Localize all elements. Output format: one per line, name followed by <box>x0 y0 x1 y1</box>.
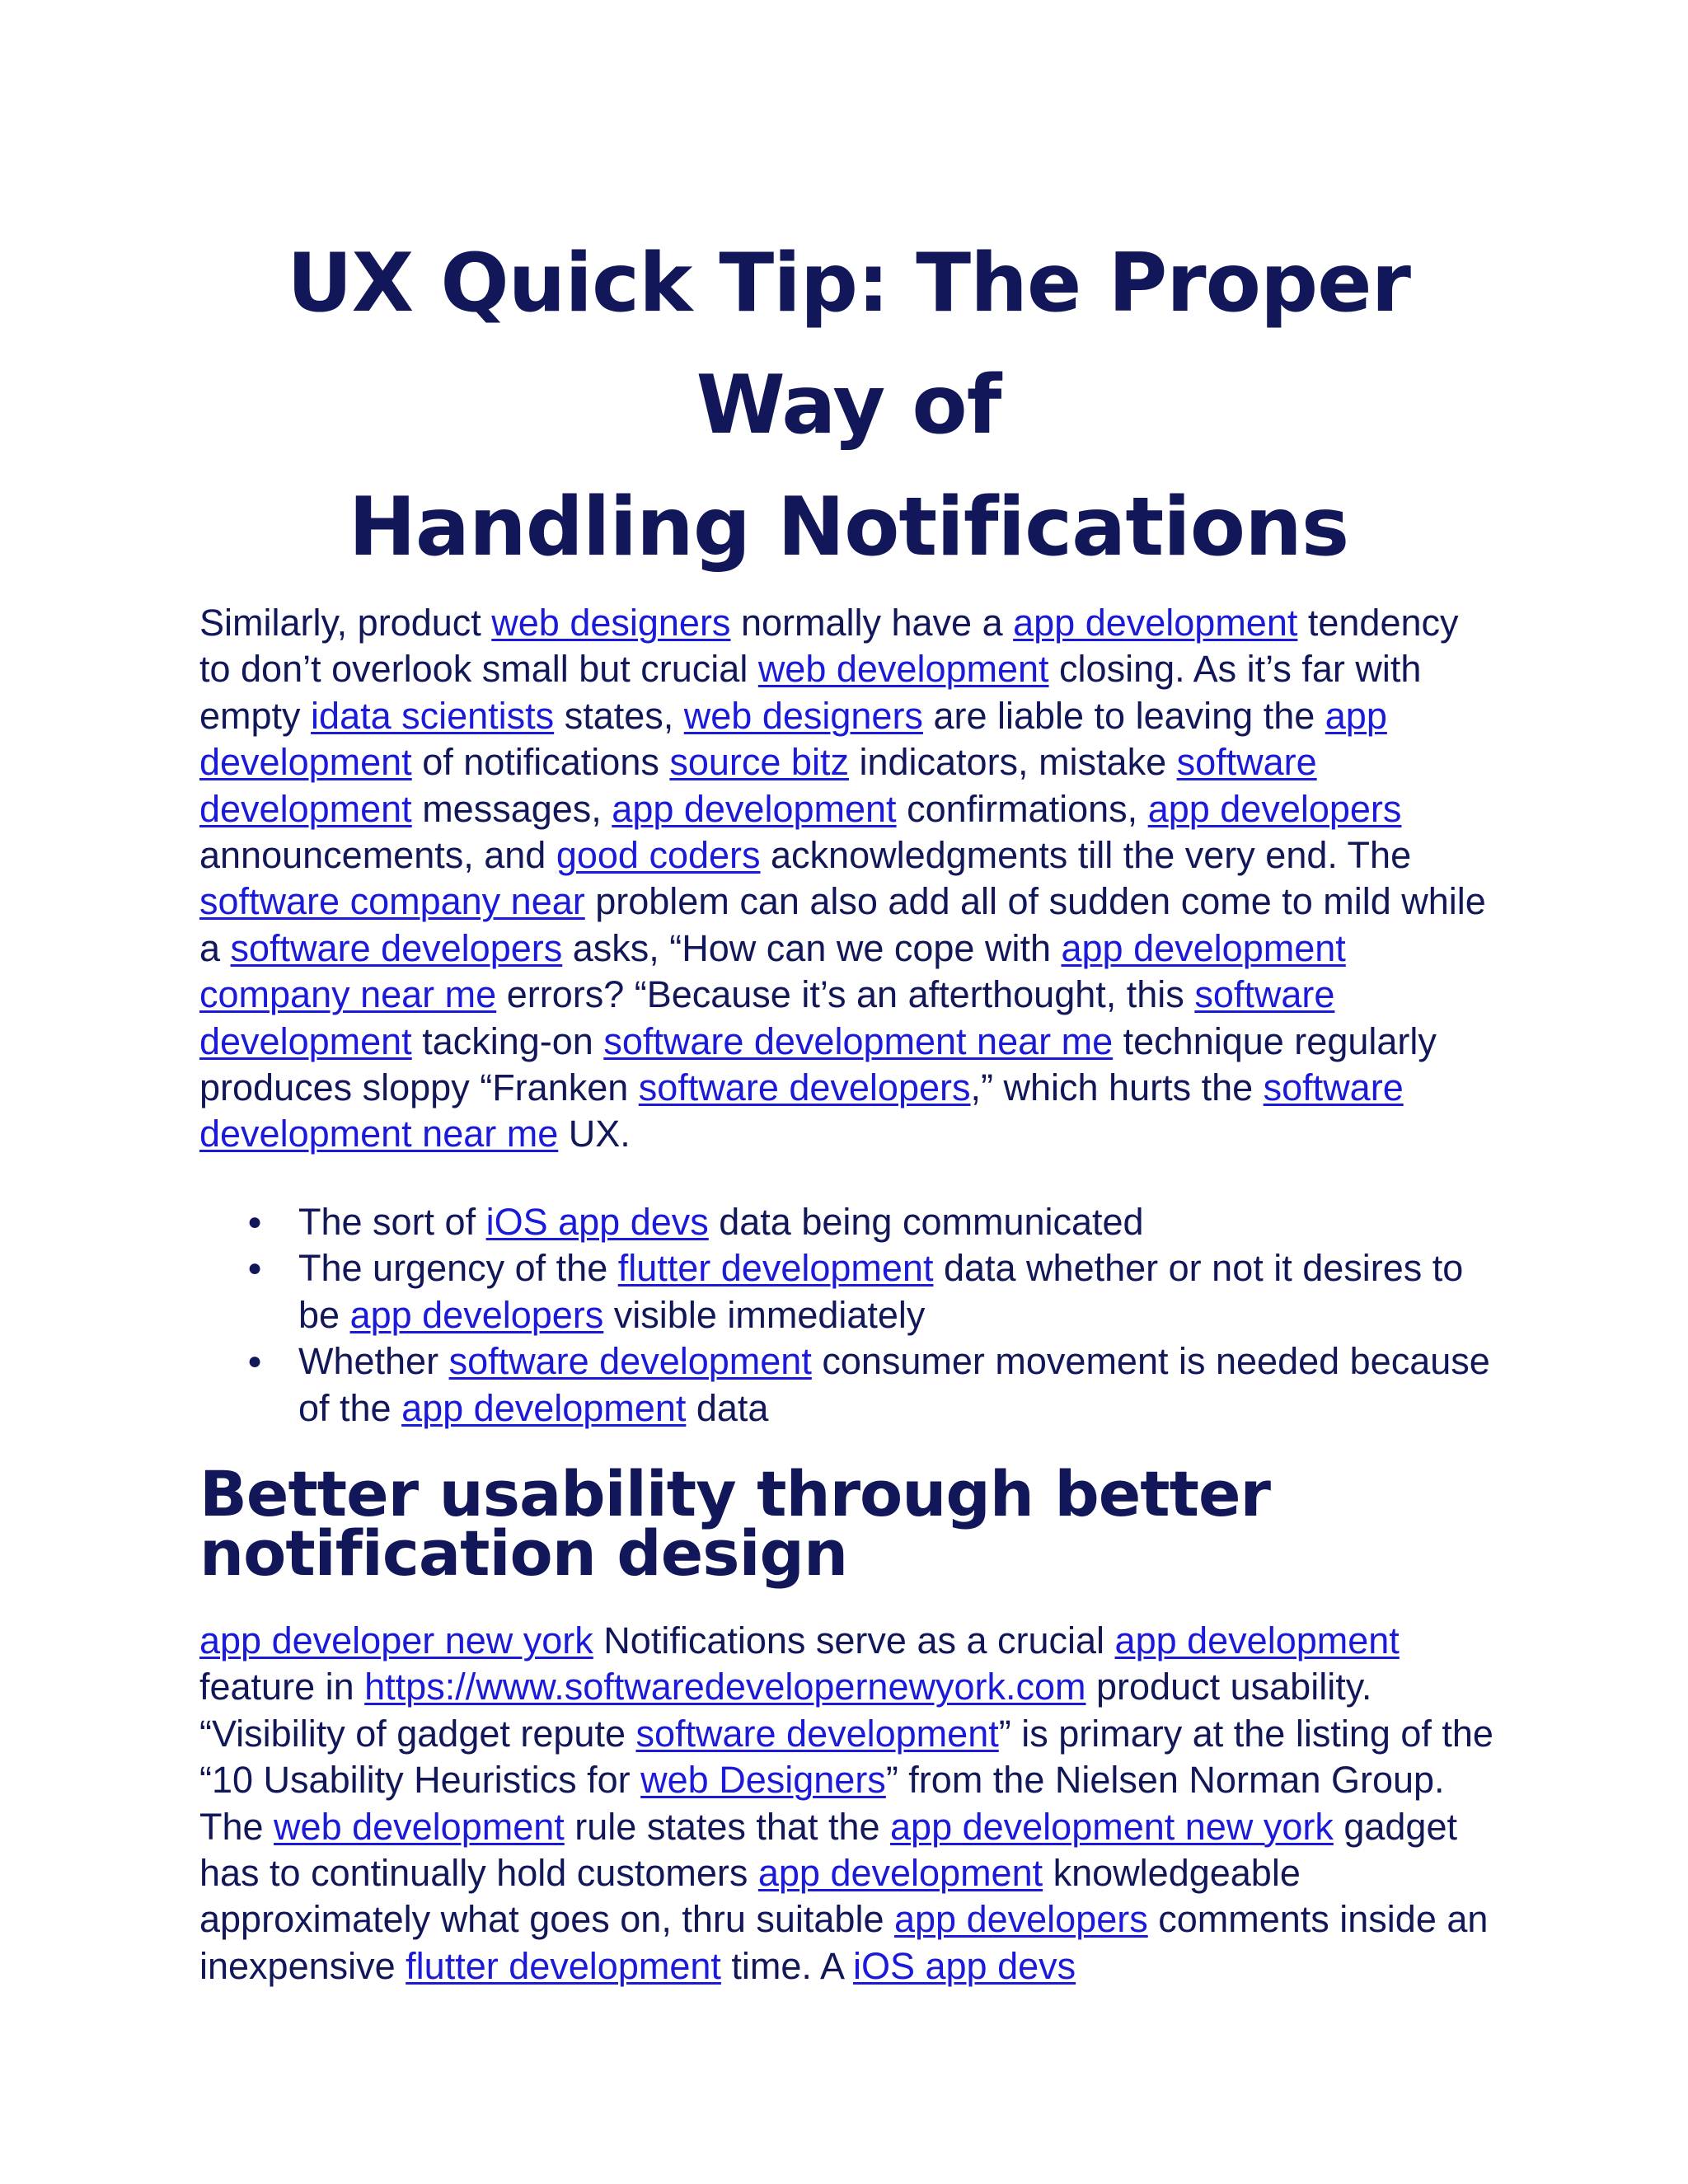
intro-paragraph <box>199 600 1498 1158</box>
text-run: problem can also add all of sudden come to mild while a <box>199 880 1486 969</box>
link-web-designers[interactable]: web Designers <box>640 1759 886 1802</box>
text-run: closing. As it’s far with empty <box>199 648 1422 737</box>
text-run: gadget has to continually hold customers <box>199 1805 1457 1894</box>
text-run: comments inside an inexpensive <box>199 1898 1489 1987</box>
link-flutter-development[interactable]: flutter development <box>406 1944 721 1987</box>
link-app-development[interactable]: app development <box>757 1851 1043 1894</box>
text-run: errors? “Because it’s an afterthought, this <box>496 973 1195 1016</box>
text-run: Similarly, product <box>199 602 492 644</box>
text-run: rule states that the <box>564 1805 891 1848</box>
text-run: asks, “How can we cope with <box>562 926 1062 969</box>
text-run: ,” which hurts the <box>970 1066 1264 1109</box>
link-good-coders[interactable]: good coders <box>556 834 761 877</box>
link-software-company-near[interactable]: software company near <box>199 880 585 923</box>
link-source-bitz[interactable]: source bitz <box>669 741 849 784</box>
bullet-icon: ● <box>247 1254 263 1282</box>
text-run: The urgency of the <box>298 1247 618 1290</box>
link-software-development[interactable]: software development <box>635 1712 999 1755</box>
text-run: are liable to leaving the <box>922 694 1325 737</box>
link-app-developers[interactable]: app developers <box>349 1293 604 1336</box>
text-run: data whether or not it desires to be <box>298 1247 1464 1336</box>
link-software-development-near-me[interactable]: software development near me <box>199 1066 1404 1155</box>
text-run: of notifications <box>411 741 670 784</box>
link-app-development[interactable]: app development <box>1013 602 1298 644</box>
text-run: ” is primary at the listing of the “10 Usability Heuristics for <box>199 1712 1493 1802</box>
text-run: ” from the Nielsen Norman Group. The <box>199 1759 1445 1848</box>
text-run: visible immediately <box>603 1293 926 1336</box>
text-run: acknowledgments till the very end. The <box>760 834 1412 877</box>
text-run: product usability. “Visibility of gadget repute <box>199 1666 1372 1755</box>
link-website-url[interactable]: https://www.softwaredevelopernewyork.com <box>364 1666 1086 1708</box>
page-title <box>199 223 1498 588</box>
article-body <box>199 223 1498 1990</box>
text-run: The sort of <box>298 1200 486 1243</box>
text-run: tendency to don’t overlook small but crucial <box>199 602 1459 691</box>
link-ios-app-devs[interactable]: iOS app devs <box>485 1200 709 1243</box>
text-run: UX. <box>558 1113 631 1155</box>
page-title-line-1: UX Quick Tip: The Proper Way of <box>287 237 1410 452</box>
list-item <box>247 1245 1498 1338</box>
bullet-list <box>199 1199 1498 1432</box>
link-app-developers[interactable]: app developers <box>1147 787 1402 830</box>
text-run: knowledgeable approximately what goes on, thru suitable <box>199 1851 1301 1941</box>
link-software-development[interactable]: software development <box>199 973 1335 1062</box>
link-app-development[interactable]: app development <box>612 787 897 830</box>
text-run: tacking-on <box>411 1019 604 1062</box>
section-heading: Better usability through better notification design <box>199 1456 1270 1590</box>
text-run: states, <box>554 694 684 737</box>
text-run: announcements, and <box>199 834 556 877</box>
link-web-development[interactable]: web development <box>757 648 1049 691</box>
text-run: confirmations, <box>896 787 1148 830</box>
list-item <box>247 1199 1498 1245</box>
link-app-development[interactable]: app development <box>1114 1619 1400 1661</box>
text-run: data being communicated <box>708 1200 1144 1243</box>
text-run: Whether <box>298 1340 449 1383</box>
bullet-icon: ● <box>247 1347 263 1376</box>
list-item <box>247 1338 1498 1432</box>
link-app-development-new-york[interactable]: app development new york <box>890 1805 1334 1848</box>
link-web-development[interactable]: web development <box>274 1805 565 1848</box>
text-run: normally have a <box>730 602 1014 644</box>
link-flutter-development[interactable]: flutter development <box>617 1247 934 1290</box>
link-app-developers[interactable]: app developers <box>893 1898 1148 1941</box>
link-software-development-near-me[interactable]: software development near me <box>603 1019 1114 1062</box>
link-software-development[interactable]: software development <box>199 741 1317 830</box>
text-run: technique regularly produces sloppy “Franken <box>199 1019 1437 1109</box>
section-paragraph <box>199 1618 1498 1990</box>
link-app-development-company-near-me[interactable]: app development company near me <box>199 926 1346 1016</box>
link-app-development[interactable]: app development <box>199 694 1387 784</box>
link-software-development[interactable]: software development <box>448 1340 812 1383</box>
text-run: Notifications serve as a crucial <box>593 1619 1115 1661</box>
link-idata-scientists[interactable]: idata scientists <box>311 694 555 737</box>
text-run: data <box>686 1386 769 1429</box>
text-run: messages, <box>411 787 612 830</box>
link-software-developers[interactable]: software developers <box>230 926 563 969</box>
link-app-developer-new-york[interactable]: app developer new york <box>199 1619 593 1661</box>
page-title-line-2: Handling Notifications <box>348 480 1349 574</box>
link-web-designers[interactable]: web designers <box>491 602 731 644</box>
text-run: feature in <box>199 1666 365 1708</box>
bullet-icon: ● <box>247 1207 263 1235</box>
text-run: time. A <box>720 1944 853 1987</box>
text-run: indicators, mistake <box>848 741 1177 784</box>
link-app-development[interactable]: app development <box>401 1386 687 1429</box>
link-web-designers[interactable]: web designers <box>683 694 923 737</box>
link-ios-app-devs[interactable]: iOS app devs <box>852 1944 1076 1987</box>
link-software-developers[interactable]: software developers <box>638 1066 971 1109</box>
text-run: consumer movement is needed because of the <box>298 1340 1490 1429</box>
